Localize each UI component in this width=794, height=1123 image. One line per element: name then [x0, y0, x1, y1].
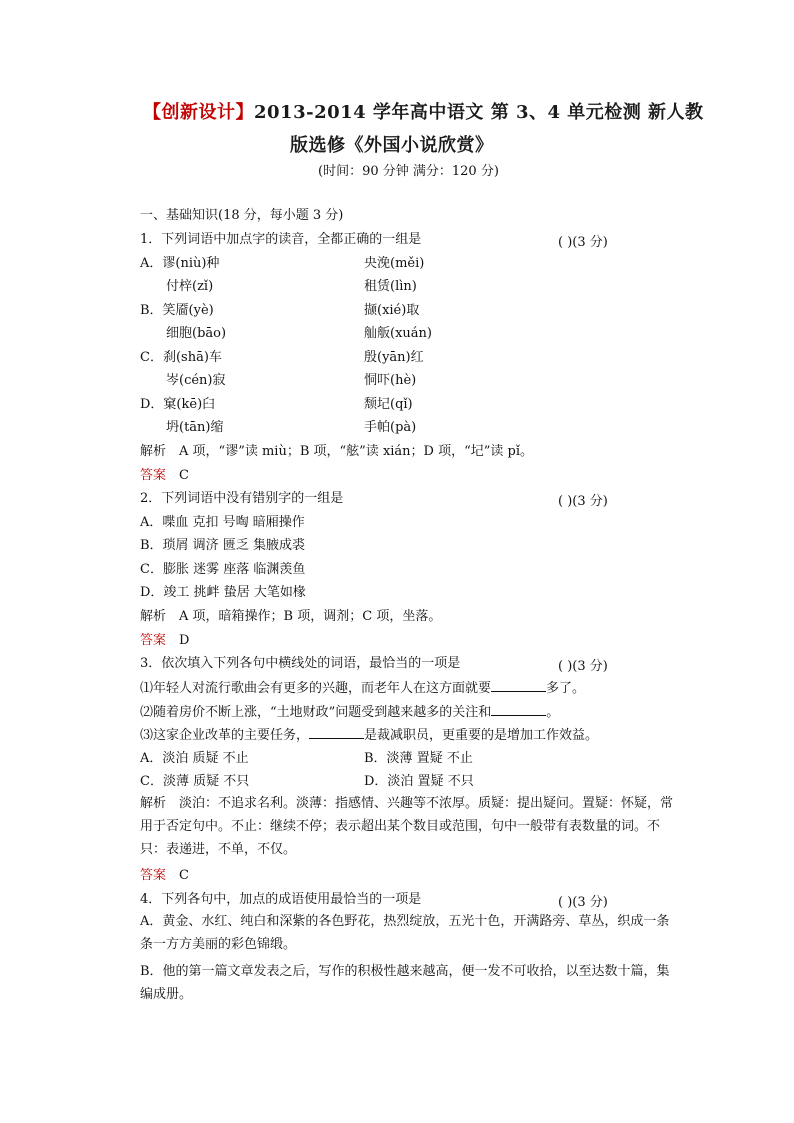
q1-option-b-2: 撷(xié)取	[364, 303, 420, 318]
q1-option-a: A．谬(niù)种	[140, 256, 220, 271]
q3-analysis: 解析 淡泊：不追求名利。淡薄：指感情、兴趣等不浓厚。质疑：提出疑问。置疑：怀疑，常用于否定句中。不止：继续不停；表示超出某个数目或范围，句中一般带有表数量的词。不只：表递进，不单，不仅。	[140, 796, 674, 857]
q2-option-b: B．琐屑 调济 匮乏 集腋成裘	[140, 538, 305, 553]
q1-option-a-4: 租赁(lìn)	[364, 279, 417, 294]
blank-line	[491, 679, 546, 692]
q2-option-a: A．喋血 克扣 号啕 暗厢操作	[140, 515, 305, 530]
question-3-stem: 3．依次填入下列各句中横线处的词语，最恰当的一项是	[140, 656, 461, 671]
document-title-line-1: 【创新设计】2013-2014 学年高中语文 第 3、4 单元检测 新人教	[143, 102, 704, 123]
q1-option-d-4: 手帕(pà)	[364, 420, 417, 435]
q1-option-c: C．刹(shā)车	[140, 350, 222, 365]
q1-analysis: 解析 A 项，“谬”读 miù；B 项，“舷”读 xián；D 项，“圮”读 pǐ。	[140, 444, 534, 459]
q1-option-d-3: 坍(tān)缩	[166, 420, 224, 435]
q4-option-b: B．他的第一篇文章发表之后，写作的积极性越来越高，便一发不可收拾，以至达数十篇，集编成册。	[140, 964, 670, 1002]
q3-option-b: B．淡薄 置疑 不止	[364, 751, 473, 766]
q2-option-c: C．膨胀 迷雾 座落 临渊羡鱼	[140, 562, 306, 577]
q1-option-d: D．窠(kē)臼	[140, 397, 216, 412]
q3-option-c: C．淡薄 质疑 不只	[140, 774, 250, 789]
section-heading: 一、基础知识(18 分，每小题 3 分)	[140, 208, 344, 223]
question-1-stem: 1．下列词语中加点字的读音，全都正确的一组是	[140, 232, 422, 247]
question-2-score: ( )(3 分)	[558, 494, 608, 509]
blank-line	[491, 703, 546, 716]
q1-option-b-4: 舢舨(xuán)	[364, 326, 432, 341]
blank-line	[309, 726, 364, 739]
q1-option-b-3: 细胞(bāo)	[166, 326, 227, 341]
title-bracket: 【创新设计】	[143, 102, 254, 123]
q1-option-a-2: 央浼(měi)	[364, 256, 425, 271]
question-2-stem: 2．下列词语中没有错别字的一组是	[140, 491, 344, 506]
q3-answer: 答案 C	[140, 868, 189, 883]
document-title-line-2: 版选修《外国小说欣赏》	[290, 135, 494, 156]
q1-option-c-2: 殷(yān)红	[364, 350, 424, 365]
q4-option-a: A．黄金、水红、纯白和深紫的各色野花，热烈绽放，五光十色，开满路旁、草丛，织成一条条一方方美丽的彩色锦缎。	[140, 914, 670, 952]
q2-answer: 答案 D	[140, 633, 190, 648]
q2-option-d: D．竣工 挑衅 蛰居 大笔如椽	[140, 585, 306, 600]
q3-sentence-3: ⑶这家企业改革的主要任务， 是裁减职员，更重要的是增加工作效益。	[140, 728, 599, 743]
question-3-score: ( )(3 分)	[558, 659, 608, 674]
time-score-subtitle: (时间：90 分钟 满分：120 分)	[318, 164, 499, 179]
question-4-stem: 4．下列各句中，加点的成语使用最恰当的一项是	[140, 892, 422, 907]
question-4-score: ( )(3 分)	[558, 895, 608, 910]
q3-option-d: D．淡泊 置疑 不只	[364, 774, 474, 789]
q3-option-a: A．淡泊 质疑 不止	[140, 751, 249, 766]
q3-sentence-2: ⑵随着房价不断上涨，“土地财政”问题受到越来越多的关注和 。	[140, 705, 560, 720]
q1-answer: 答案 C	[140, 468, 189, 483]
q1-option-d-2: 颓圮(qǐ)	[364, 397, 413, 412]
q3-sentence-1: ⑴年轻人对流行歌曲会有更多的兴趣，而老年人在这方面就要 多了。	[140, 681, 586, 696]
q1-option-c-3: 岑(cén)寂	[166, 373, 226, 388]
q1-option-b: B．笑靥(yè)	[140, 303, 214, 318]
question-1-score: ( )(3 分)	[558, 235, 608, 250]
q1-option-a-3: 付梓(zǐ)	[166, 279, 214, 294]
q2-analysis: 解析 A 项，暗箱操作；B 项，调剂；C 项，坐落。	[140, 609, 442, 624]
q1-option-c-4: 恫吓(hè)	[364, 373, 417, 388]
